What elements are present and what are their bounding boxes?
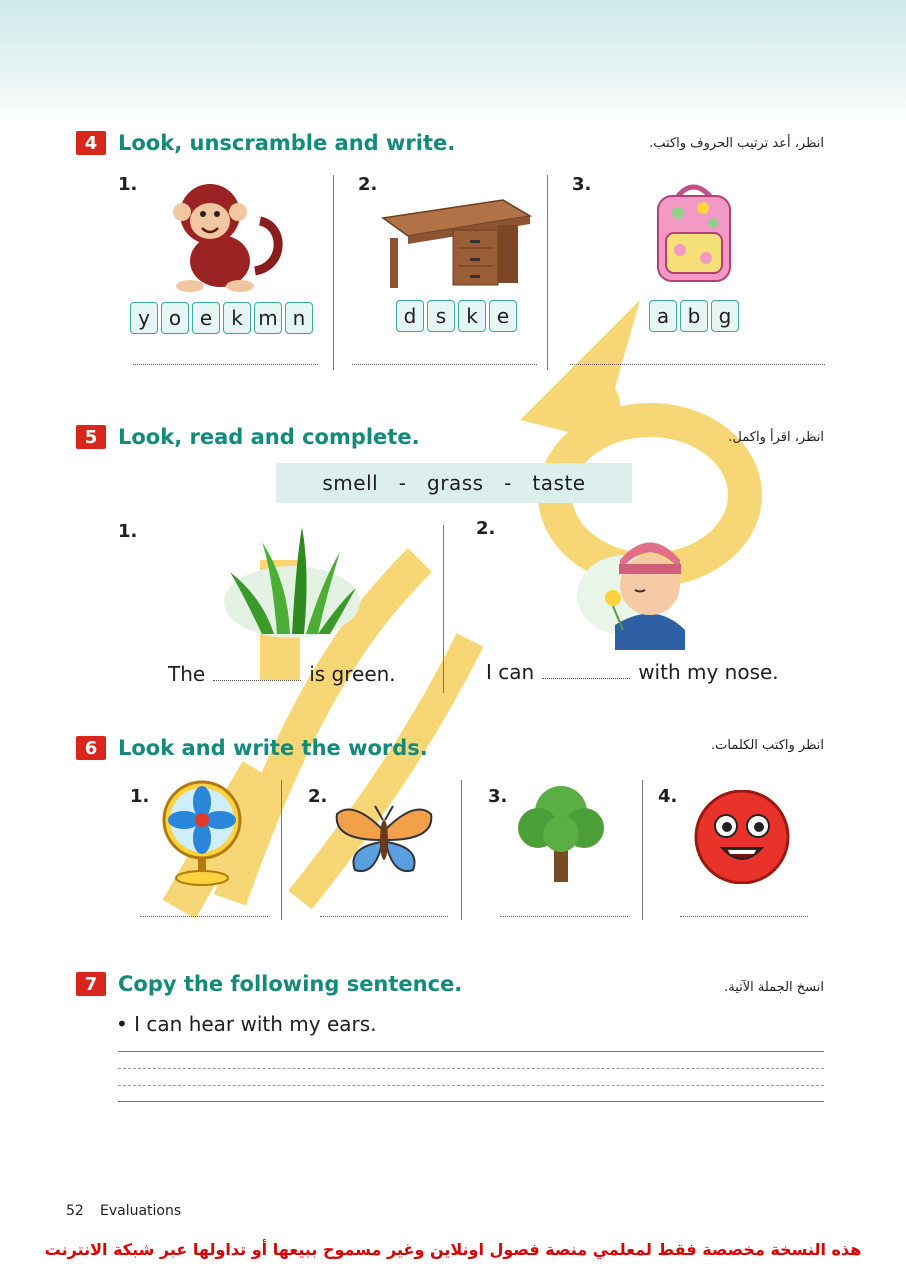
divider — [461, 780, 462, 920]
child-smelling-icon — [575, 530, 700, 650]
grass-icon — [222, 522, 362, 640]
copy-sentence: • I can hear with my ears. — [116, 1012, 377, 1036]
section-title: Look, unscramble and write. — [118, 131, 456, 155]
section-arabic-instruction: انظر، أعد ترتيب الحروف واكتب. — [649, 136, 824, 151]
letter-tile: e — [489, 300, 517, 332]
item-number: 3. — [572, 174, 592, 195]
answer-line[interactable] — [133, 364, 318, 365]
section-6-header — [76, 736, 428, 760]
desk-icon — [378, 198, 533, 293]
sentence-text-before: The — [168, 662, 206, 686]
writing-line-dashed[interactable] — [118, 1068, 824, 1069]
item-number: 2. — [476, 518, 496, 539]
item-number: 2. — [358, 174, 378, 195]
answer-line[interactable] — [680, 916, 808, 917]
answer-line[interactable] — [500, 916, 628, 917]
section-4-header — [76, 131, 455, 155]
divider — [333, 175, 334, 370]
letter-tile: k — [458, 300, 486, 332]
section-5-header — [76, 425, 420, 449]
sentence-text-after: with my nose. — [638, 660, 779, 684]
fan-icon — [160, 778, 245, 886]
sentence-text-after: is green. — [309, 662, 396, 686]
word-bank: smell - grass - taste — [276, 463, 632, 503]
answer-line[interactable] — [570, 364, 825, 365]
section-arabic-instruction: انظر، اقرأ واكمل. — [728, 430, 824, 445]
answer-line[interactable] — [352, 364, 537, 365]
sentence-text-before: I can — [486, 660, 535, 684]
item-number: 4. — [658, 786, 678, 807]
letter-tile: a — [649, 300, 677, 332]
section-title: Look, read and complete. — [118, 425, 420, 449]
item-number: 2. — [308, 786, 328, 807]
tree-icon — [514, 782, 609, 887]
answer-line[interactable] — [320, 916, 448, 917]
item-number: 1. — [118, 521, 138, 542]
letter-tiles — [649, 300, 739, 332]
section-number: 4 — [76, 131, 106, 155]
footer-section-label: Evaluations — [100, 1203, 182, 1219]
letter-tile: m — [254, 302, 282, 334]
writing-line-top[interactable] — [118, 1051, 824, 1052]
letter-tile: s — [427, 300, 455, 332]
section-title: Look and write the words. — [118, 736, 428, 760]
writing-line-dashed[interactable] — [118, 1085, 824, 1086]
letter-tiles — [396, 300, 517, 332]
section-number: 6 — [76, 736, 106, 760]
monkey-icon — [160, 176, 290, 296]
butterfly-icon — [333, 800, 435, 878]
divider — [281, 780, 282, 920]
answer-line[interactable] — [140, 916, 268, 917]
divider — [642, 780, 643, 920]
bag-icon — [648, 178, 743, 283]
sentence-1 — [168, 662, 396, 686]
divider — [443, 525, 444, 693]
section-number: 7 — [76, 972, 106, 996]
letter-tile: k — [223, 302, 251, 334]
section-arabic-instruction: انسخ الجملة الآتية. — [724, 980, 824, 995]
letter-tile: n — [285, 302, 313, 334]
section-number: 5 — [76, 425, 106, 449]
letter-tile: g — [711, 300, 739, 332]
page-number: 52 — [66, 1203, 84, 1219]
item-number: 3. — [488, 786, 508, 807]
section-title: Copy the following sentence. — [118, 972, 463, 996]
letter-tiles — [130, 302, 313, 334]
top-band — [0, 0, 906, 125]
item-number: 1. — [118, 174, 138, 195]
section-arabic-instruction: انظر واكتب الكلمات. — [710, 738, 824, 753]
letter-tile: y — [130, 302, 158, 334]
item-number: 1. — [130, 786, 150, 807]
letter-tile: b — [680, 300, 708, 332]
writing-line-bottom[interactable] — [118, 1101, 824, 1102]
face-icon — [692, 790, 792, 884]
answer-blank[interactable] — [213, 668, 301, 681]
copyright-notice: هذه النسخة مخصصة فقط لمعلمي منصة فصول اونلاين وغير مسموح ببيعها أو تداولها عبر شبكة الانترنت — [44, 1240, 862, 1259]
letter-tile: e — [192, 302, 220, 334]
section-7-header — [76, 972, 462, 996]
answer-blank[interactable] — [542, 666, 630, 679]
divider — [547, 175, 548, 370]
letter-tile: o — [161, 302, 189, 334]
letter-tile: d — [396, 300, 424, 332]
sentence-2 — [486, 660, 779, 684]
